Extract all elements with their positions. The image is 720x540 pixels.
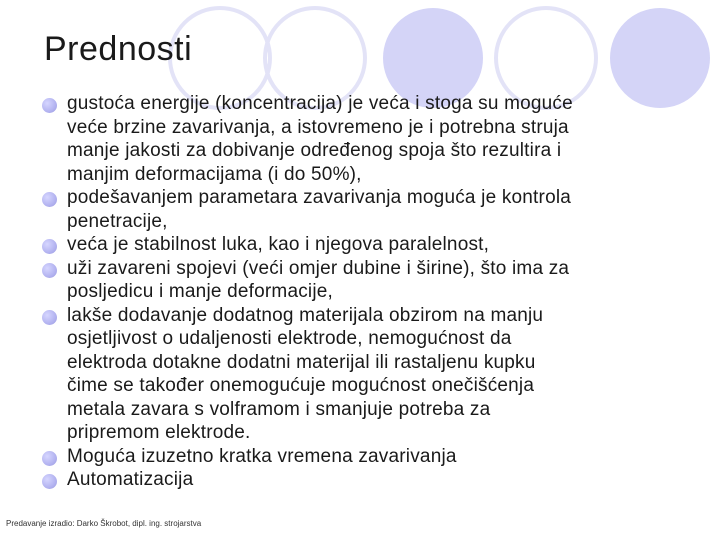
- bullet-dot-icon: [42, 263, 57, 278]
- bullet-dot-icon: [42, 451, 57, 466]
- bullet-text: Automatizacija: [67, 469, 194, 490]
- bullet-list: [42, 92, 702, 492]
- bullet-item: [42, 257, 702, 304]
- bullet-dot-icon: [42, 192, 57, 207]
- bullet-item: [42, 445, 702, 469]
- slide-title: Prednosti: [44, 30, 193, 68]
- bullet-dot-icon: [42, 239, 57, 254]
- author-footer: Predavanje izradio: Darko Škrobot, dipl. ing. strojarstva: [6, 519, 202, 528]
- bullet-item: [42, 304, 702, 445]
- bullet-text: uži zavareni spojevi (veći omjer dubine i širine), što ima za posljedicu i manje deformacije,: [67, 257, 570, 302]
- bullet-text: podešavanjem parametara zavarivanja moguća je kontrola penetracije,: [67, 187, 572, 232]
- bullet-item: [42, 186, 702, 233]
- bullet-dot-icon: [42, 474, 57, 489]
- bullet-dot-icon: [42, 98, 57, 113]
- bullet-text: veća je stabilnost luka, kao i njegova paralelnost,: [67, 234, 490, 255]
- bullet-item: [42, 233, 702, 257]
- bullet-text: Moguća izuzetno kratka vremena zavarivanja: [67, 445, 457, 467]
- bullet-text: gustoća energije (koncentracija) je veća i stoga su moguće veće brzine zavarivanja, a istovremeno je i potrebna struja manje jakosti za dobivanje određenog spoja što rezultira i manjim deformacijama (i do 50%),: [67, 93, 573, 185]
- bullet-item: [42, 468, 702, 492]
- bullet-item: [42, 92, 702, 186]
- bullet-text: lakše dodavanje dodatnog materijala obzirom na manju osjetljivost o udaljenosti elektrode, nemogućnost da elektroda dotakne dodatni materijal ili rastaljenu kupku čime se također onemogućuje mogućnost onečišćenja metala zavara s volframom i smanjuje potreba za pripremom elektrode.: [67, 304, 544, 443]
- bullet-dot-icon: [42, 310, 57, 325]
